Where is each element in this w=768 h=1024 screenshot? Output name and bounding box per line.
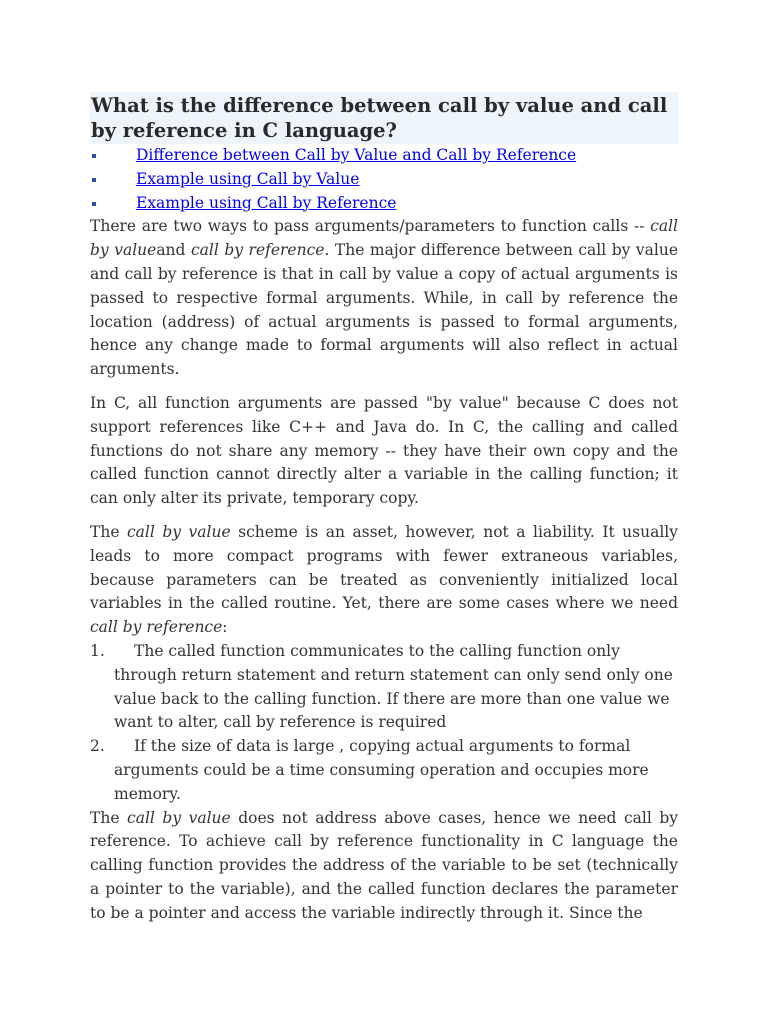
square-bullet-icon xyxy=(92,154,96,158)
emphasis: call by value xyxy=(127,522,231,541)
call-by-value-paragraph xyxy=(90,521,678,640)
emphasis: call by reference xyxy=(90,618,223,637)
cases-list xyxy=(90,640,678,807)
toc-link-difference[interactable]: Difference between Call by Value and Call by Reference xyxy=(136,146,577,164)
intro-paragraph xyxy=(90,215,678,382)
text-run: The xyxy=(90,808,128,827)
toc-item xyxy=(90,168,678,192)
text-run: does not address above cases, hence we need call by reference. To achieve call by reference functionality in C language the calling function provides the address of the variable to be set (technically a pointer to the variable), and the called function declares the parameter to be a pointer and access the variable indirectly through it. Since the xyxy=(90,808,679,922)
list-item-text: If the size of data is large , copying actual arguments to formal arguments could be a time consuming operation and occupies more memory. xyxy=(114,737,649,803)
text-run: scheme is an asset, however, not a liability. It usually leads to more compact programs with fewer extraneous variables, because parameters can be treated as conveniently initialized local variables in the called routine. Yet, there are some cases where we need xyxy=(90,522,679,613)
square-bullet-icon xyxy=(92,202,96,206)
article-content xyxy=(90,92,678,926)
text-run: . The major difference between call by value and call by reference is that in call by value a copy of actual arguments is passed to respective formal arguments. While, in call by reference the location (address) of actual arguments is passed to formal arguments, hence any change made to formal arguments will also reflect in actual arguments. xyxy=(90,241,679,379)
list-item-text: The called function communicates to the calling function only through return statement and return statement can only send only one value back to the calling function. If there are more than one value we want to alter, call by reference is required xyxy=(114,641,673,732)
text-run: The xyxy=(90,522,127,541)
toc-link-call-by-reference[interactable]: Example using Call by Reference xyxy=(136,193,397,212)
text-run: and xyxy=(156,241,191,260)
list-item xyxy=(90,735,678,806)
square-bullet-icon xyxy=(92,178,96,182)
list-item xyxy=(90,640,678,735)
emphasis: call by value xyxy=(127,808,231,827)
toc-item xyxy=(90,192,678,216)
toc-link-call-by-value[interactable]: Example using Call by Value xyxy=(136,169,360,188)
list-number: 1. xyxy=(90,641,105,660)
toc-item xyxy=(90,144,678,168)
call-by-reference-paragraph xyxy=(90,807,678,926)
text-run: : xyxy=(222,618,228,637)
list-number: 2. xyxy=(90,737,105,756)
text-run: There are two ways to pass arguments/parameters to function calls -- xyxy=(90,217,651,236)
emphasis: call by reference xyxy=(190,241,325,260)
article-title: What is the difference between call by value and call by reference in C language? xyxy=(90,92,678,144)
table-of-contents xyxy=(90,144,678,215)
emphasis: call by value xyxy=(90,217,678,260)
c-arguments-paragraph: In C, all function arguments are passed "by value" because C does not support references like C++ and Java do. In C, the calling and called functions do not share any memory -- they have their own copy and the called function cannot directly alter a variable in the calling function; it can only alter its private, temporary copy. xyxy=(90,393,678,508)
